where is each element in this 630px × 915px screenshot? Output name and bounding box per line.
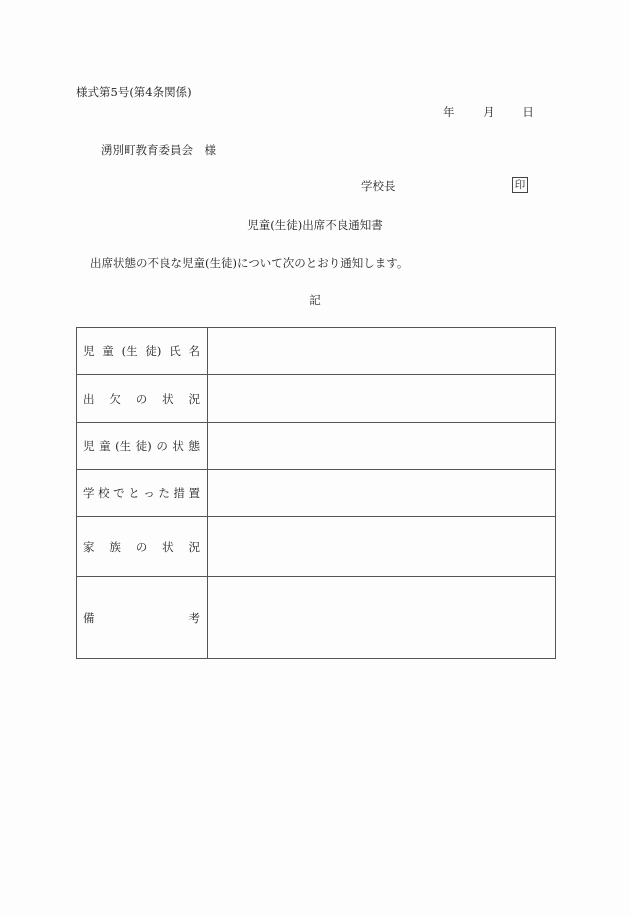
label-char: 態 — [188, 439, 200, 453]
row-label — [77, 517, 208, 577]
label-char: の — [135, 391, 148, 406]
label-char: 状 — [172, 439, 184, 453]
row-label-text — [77, 391, 207, 407]
label-char: 状 — [162, 391, 174, 406]
table-row — [77, 470, 556, 517]
addressee: 湧別町教育委員会 様 — [101, 143, 216, 157]
label-char: 児 — [83, 344, 95, 358]
row-label — [77, 577, 208, 659]
label-char: 出 — [83, 391, 95, 406]
label-char: で — [113, 486, 125, 500]
label-char: (生 — [121, 344, 138, 358]
intro-text: 出席状態の不良な児童(生徒)について次のとおり通知します。 — [90, 256, 409, 270]
label-char: と — [128, 486, 140, 500]
label-char: 氏 — [169, 344, 181, 358]
date-day: 日 — [522, 105, 534, 119]
label-char: 学 — [83, 486, 95, 500]
label-char: 童 — [102, 344, 114, 358]
label-char: っ — [143, 486, 155, 500]
row-value-field[interactable] — [208, 517, 556, 577]
label-char: 況 — [188, 539, 200, 554]
table-row — [77, 328, 556, 375]
label-char: 名 — [188, 344, 200, 358]
form-number: 様式第5号(第4条関係) — [76, 85, 192, 99]
label-char: 況 — [188, 391, 200, 406]
row-value-field[interactable] — [208, 375, 556, 423]
table-row — [77, 517, 556, 577]
row-label-text — [77, 438, 207, 454]
row-label-text — [77, 485, 207, 501]
row-label-text — [77, 610, 207, 626]
label-char: 置 — [188, 486, 200, 500]
row-label — [77, 423, 208, 470]
label-char: 備 — [83, 610, 95, 625]
label-char: 校 — [98, 486, 110, 500]
row-value-field[interactable] — [208, 577, 556, 659]
label-char: 状 — [162, 539, 174, 554]
notice-table — [76, 327, 556, 659]
label-char: 考 — [188, 610, 200, 625]
seal-mark: 印 — [512, 177, 528, 193]
label-char: 家 — [83, 539, 95, 554]
row-value-field[interactable] — [208, 423, 556, 470]
row-label — [77, 470, 208, 517]
document-title: 児童(生徒)出席不良通知書 — [247, 218, 383, 232]
row-label — [77, 328, 208, 375]
ki-heading: 記 — [309, 293, 321, 307]
label-char: 措 — [173, 486, 185, 500]
row-label — [77, 375, 208, 423]
label-char: 族 — [109, 539, 121, 554]
date-line — [443, 104, 534, 120]
row-label-text — [77, 539, 207, 555]
table-row — [77, 577, 556, 659]
row-value-field[interactable] — [208, 470, 556, 517]
row-label-text — [77, 343, 207, 359]
table-row — [77, 423, 556, 470]
label-char: の — [135, 539, 148, 554]
label-char: (生 — [115, 439, 132, 453]
label-char: 童 — [99, 439, 111, 453]
label-char: 徒) — [145, 344, 162, 358]
label-char: 欠 — [109, 391, 121, 406]
sender-principal: 学校長 — [361, 179, 396, 193]
label-char: 徒) — [135, 439, 152, 453]
date-year: 年 — [443, 105, 455, 119]
row-value-field[interactable] — [208, 328, 556, 375]
label-char: の — [156, 439, 168, 453]
table-row — [77, 375, 556, 423]
date-month: 月 — [483, 105, 495, 119]
label-char: た — [158, 486, 170, 500]
label-char: 児 — [83, 439, 95, 453]
